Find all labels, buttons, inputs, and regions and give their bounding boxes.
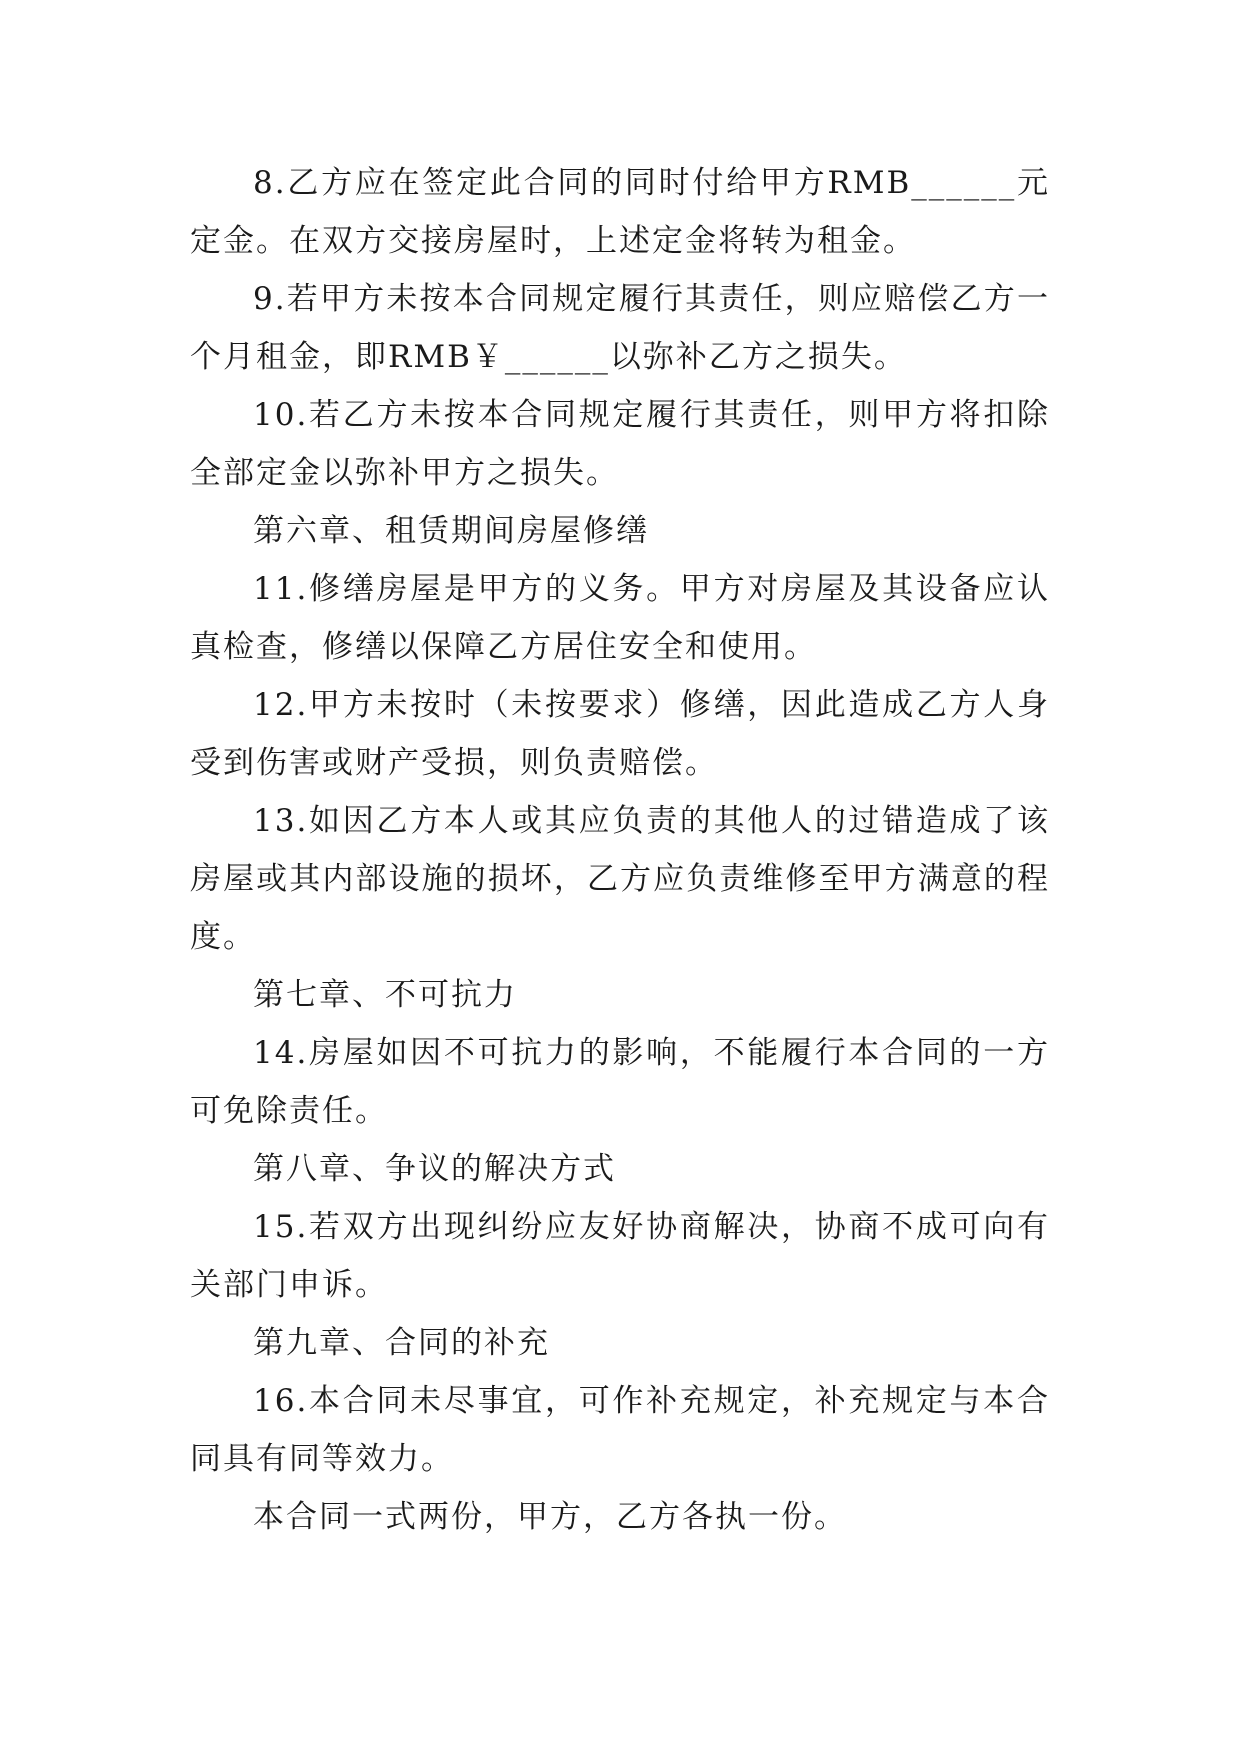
clause-13: 13.如因乙方本人或其应负责的其他人的过错造成了该房屋或其内部设施的损坏，乙方应负责维修至甲方满意的程度。 — [190, 803, 1050, 955]
clause-12: 12.甲方未按时（未按要求）修缮，因此造成乙方人身受到伤害或财产受损，则负责赔偿。 — [190, 687, 1050, 781]
document-body — [190, 154, 1050, 1546]
clause-8: 8.乙方应在签定此合同的同时付给甲方RMB______元定金。在双方交接房屋时，上述定金将转为租金。 — [190, 165, 1050, 259]
chapter-8-heading: 第八章、争议的解决方式 — [253, 1151, 616, 1187]
clause-10: 10.若乙方未按本合同规定履行其责任，则甲方将扣除全部定金以弥补甲方之损失。 — [190, 397, 1050, 491]
clause-16: 16.本合同未尽事宜，可作补充规定，补充规定与本合同具有同等效力。 — [190, 1383, 1050, 1477]
clause-11: 11.修缮房屋是甲方的义务。甲方对房屋及其设备应认真检查，修缮以保障乙方居住安全和使用。 — [190, 571, 1050, 665]
clause-14: 14.房屋如因不可抗力的影响，不能履行本合同的一方可免除责任。 — [190, 1035, 1050, 1129]
chapter-6-heading: 第六章、租赁期间房屋修缮 — [253, 513, 649, 549]
closing-statement: 本合同一式两份，甲方，乙方各执一份。 — [253, 1499, 847, 1535]
chapter-9-heading: 第九章、合同的补充 — [253, 1325, 550, 1361]
chapter-7-heading: 第七章、不可抗力 — [253, 977, 517, 1013]
clause-15: 15.若双方出现纠纷应友好协商解决，协商不成可向有关部门申诉。 — [190, 1209, 1050, 1303]
clause-9: 9.若甲方未按本合同规定履行其责任，则应赔偿乙方一个月租金，即RMB￥______以弥补乙方之损失。 — [190, 281, 1050, 375]
